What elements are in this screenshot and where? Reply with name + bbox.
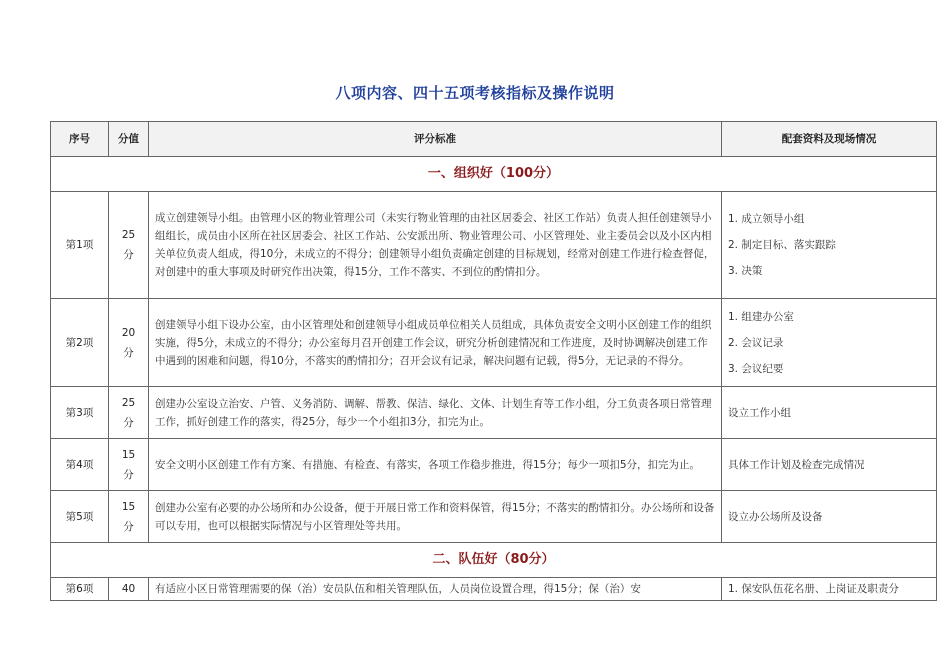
item-standard: 安全文明小区创建工作有方案、有措施、有检查、有落实，各项工作稳步推进，得15分；每少一项扣5分，扣完为止。 [149,439,722,491]
item-standard [149,578,722,601]
item-materials [722,578,937,601]
section-title: 一、组织好（100分） [51,157,937,192]
table-row [51,192,937,299]
score-value: 25 分 [121,229,136,261]
header-materials: 配套资料及现场情况 [722,122,937,157]
item-materials [722,192,937,299]
item-score [109,439,149,491]
item-materials [722,299,937,387]
item-score [109,491,149,543]
header-score: 分值 [109,122,149,157]
score-value: 15 分 [121,448,136,481]
table-row [51,491,937,543]
score-value: 25 分 [121,396,136,429]
material-line: 1. 保安队伍花名册、上岗证及职责分 [728,583,899,595]
item-number [51,578,109,601]
item-standard: 创建办公室有必要的办公场所和办公设备，便于开展日常工作和资料保管，得15分；不落实的酌情扣分。办公场所和设备可以专用，也可以根据实际情况与小区管理处等共用。 [149,491,722,543]
material-line: 3. 决策 [728,265,763,277]
score-value: 15 分 [121,500,136,533]
section-title: 二、队伍好（80分） [51,543,937,578]
assessment-table [50,121,937,601]
material-line: 1. 成立领导小组 [728,213,805,225]
item-standard: 创建办公室设立治安、户管、义务消防、调解、帮教、保洁、绿化、文体、计划生育等工作小组，分工负责各项日常管理工作，抓好创建工作的落实，得25分，每少一个小组扣3分，扣完为止。 [149,387,722,439]
item-number-text: 第6项 [65,583,94,595]
table-header-row [51,122,937,157]
table-row [51,387,937,439]
table-row [51,578,937,601]
item-score [109,299,149,387]
item-number: 第4项 [51,439,109,491]
material-line: 1. 组建办公室 [728,310,794,323]
section-row [51,157,937,192]
item-number: 第2项 [51,299,109,387]
item-materials: 设立办公场所及设备 [722,491,937,543]
item-score [109,387,149,439]
item-materials: 设立工作小组 [722,387,937,439]
item-number: 第3项 [51,387,109,439]
item-score [109,192,149,299]
score-value: 20 分 [121,326,136,359]
item-standard: 成立创建领导小组。由管理小区的物业管理公司（未实行物业管理的由社区居委会、社区工作站）负责人担任创建领导小组组长，成员由小区所在社区居委会、社区工作站、公安派出所、物业管理公司、小区管理处、业主委员会以及小区内相关单位负责人组成，得10分，未成立的不得分；创建领导小组负责确定创建的目标规划，经常对创建工作进行检查督促，对创建中的重大事项及时研究作出决策，得15分，工作不落实、不到位的酌情扣分。 [149,192,722,299]
item-number: 第1项 [51,192,109,299]
material-line: 3. 会议纪要 [728,362,784,375]
item-standard-text: 有适应小区日常管理需要的保（治）安员队伍和相关管理队伍，人员岗位设置合理，得15分；保（治）安 [155,583,641,595]
document-title: 八项内容、四十五项考核指标及操作说明 [335,84,615,102]
header-standard: 评分标准 [149,122,722,157]
header-no: 序号 [51,122,109,157]
table-row [51,299,937,387]
score-value: 40 [121,583,136,595]
item-standard: 创建领导小组下设办公室，由小区管理处和创建领导小组成员单位相关人员组成，具体负责安全文明小区创建工作的组织实施，得5分，未成立的不得分；办公室每月召开创建工作会议，研究分析创建情况和工作进度，及时协调解决创建工作中遇到的困难和问题，得10分，不落实的酌情扣分；召开会议有记录，解决问题有记载，得5分，无记录的不得分。 [149,299,722,387]
material-line: 2. 会议记录 [728,336,784,349]
section-row [51,543,937,578]
item-materials: 具体工作计划及检查完成情况 [722,439,937,491]
material-line: 2. 制定目标、落实跟踪 [728,239,836,251]
item-score [109,578,149,601]
table-row [51,439,937,491]
item-number: 第5项 [51,491,109,543]
